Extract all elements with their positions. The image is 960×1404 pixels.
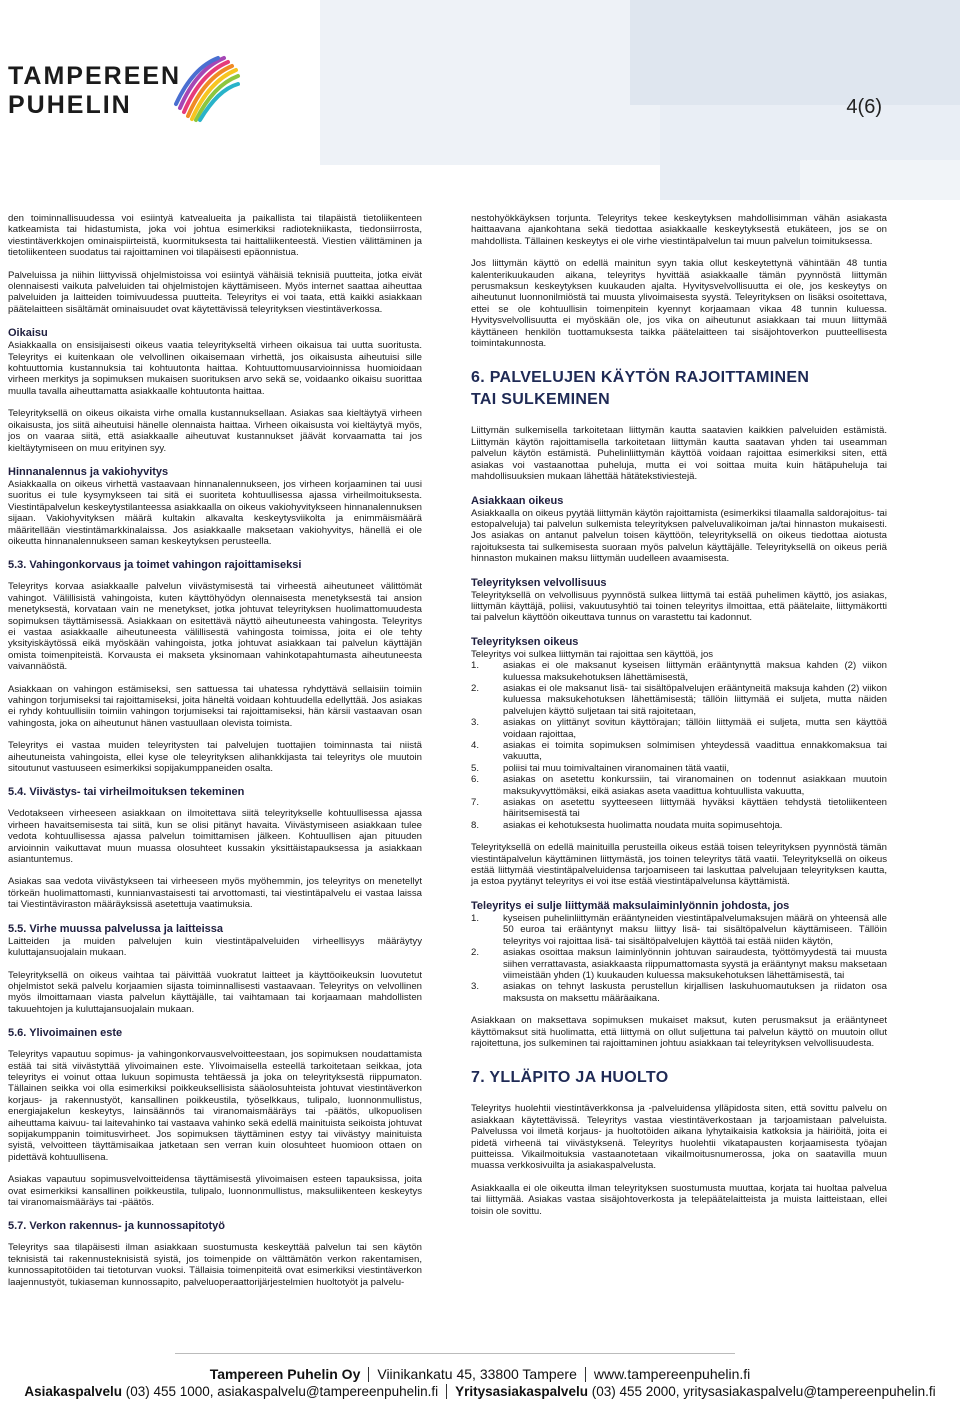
paragraph: Palveluissa ja niihin liittyvissä ohjelmistoissa voi esiintyä vähäisiä teknisiä puutteita, jotka eivät olennaisesti vaikuta palveluiden tai ohjelmistojen käyttämiseen. Myös internet saattaa aiheuttaa palveluiden ja laitteiden toimivuudessa puutteita. Teleyritys ei voi taata, että kaikki asiakkaan päätelaitteen sisältämät ominaisuudet ovat käytettävissä teleyrityksen viestintäverkossa.	[8, 269, 422, 315]
list-text: kyseisen puhelinliittymän erääntyneiden viestintäpalvelumaksujen määrä on yhteensä alle 50 euroa tai erääntynyt maksu liittyy lisä- tai sisältöpalvelun käyttämiseen. Tällöin teleyritys voi rajoittaa lisä- tai sisältöpalvelujen käyttöä tai estää niiden käytön,	[503, 912, 887, 947]
company-logo	[8, 62, 258, 122]
list-text: asiakas ei toimita sopimuksen solmimisen yhteydessä vaadittua ennakkomaksua tai vakuutta,	[503, 740, 887, 763]
chapter-heading	[471, 367, 887, 411]
list-text: asiakas ei kehotuksesta huolimatta noudata muita sopimusehtoja.	[503, 819, 783, 831]
paragraph: Laitteiden ja muiden palvelujen kuin viestintäpalveluiden virheellisyys määräytyy kuluttajansuojalain mukaan.	[8, 935, 422, 959]
paragraph: Teleyritys voi sulkea liittymän tai rajoittaa sen käyttöä, jos	[471, 648, 714, 660]
section-heading: 5.6. Ylivoimainen este	[8, 1027, 123, 1040]
page-number: 4(6)	[846, 96, 882, 118]
footer-cs-contact[interactable]: (03) 455 1000, asiakaspalvelu@tampereenpuhelin.fi	[121, 1384, 439, 1399]
footer-contact-line	[0, 1384, 960, 1399]
paragraph: Teleyritys vapautuu sopimus- ja vahingonkorvausvelvoitteestaan, jos sopimuksen noudattamista estää tai sitä viivästyttää ylivoimainen este. Ylivoimaisella esteellä tarkoitetaan seikkaa, jota teleyritys ei voinut ottaa lukuun sopimusta tehtäessä ja joka on teleyrityksestä riippumaton. Tällainen seikka voi olla esimerkiksi poikkeuksellisista sääolosuhteista johtuvat viestintäverkon korjaus- ja rakennustyöt, kansallinen poikkeustila, työselkkaus, tulipalo, luonnonmullistus, energiajakelun keskeytys, lainsäännös tai viranomaismääräys tai -päätös, ulkopuolisen aiheuttama kaivuu- tai laitevahinko tai vastaava vahinko sekä edellä mainituista seikoista johtuvat sopijakumppanin toimitusvirheet. Jos sopimuksen täyttäminen estyy tai viivästyy mainituista syistä, velvoitteen täyttämisaikaa jatketaan sen verran kuin olosuhteet huomioon ottaen on pidettävä kohtuullisena.	[8, 1049, 422, 1163]
list-number: 5.	[471, 762, 480, 774]
list-number: 4.	[471, 740, 480, 751]
list-text: asiakas on asetettu konkurssiin, tai viranomainen on todennut asiakkaan muutoin maksukyvyttömäksi, eikä asiakas aseta vaadittua kohtuullista vakuutta,	[503, 774, 887, 797]
footer-separator	[368, 1367, 369, 1382]
list-item	[471, 763, 887, 774]
section-heading: Teleyrityksen oikeus	[471, 635, 579, 648]
section-heading: 5.7. Verkon rakennus- ja kunnossapitotyö	[8, 1220, 226, 1233]
section-heading: 5.5. Virhe muussa palvelussa ja laitteissa	[8, 922, 224, 935]
paragraph: Jos liittymän käyttö on edellä mainitun syyn takia ollut keskeytettynä vähintään 48 tuntia kalenterikuukauden aikana, teleyritys hyvittää asiakkaalle tämän pyynnöstä liittymän perusmaksun keskeytyksen kuukauden ajalta. Hyvitysvelvollisuutta ei ole, jos keskeytys on aiheutunut luonnonilmiöstä tai muusta ylivoimaisesta syystä. Teleyrityksen on lisäksi osoitettava, ettei se ole kohtuullisin toimenpitein kyennyt korjaamaan vikaa 48 tunnin kuluessa. Hyvitysvelvollisuutta ei myöskään ole, jos vika on aiheutunut asiakkaan tai muun liittymää käyttäneen henkilön tuottamuksesta taikka päätelaitteen tai sisäjohtoverkon puutteellisesta toimintakunnosta.	[471, 258, 887, 350]
footer-biz-label: Yritysasiakaspalvelu	[455, 1384, 588, 1399]
chapter-heading: 7. YLLÄPITO JA HUOLTO	[471, 1069, 669, 1087]
footer-biz-contact[interactable]: (03) 455 2000, yritysasiakaspalvelu@tampereenpuhelin.fi	[587, 1384, 936, 1399]
paragraph: Asiakas vapautuu sopimusvelvoitteidensa täyttämisestä ylivoimaisen esteen tapauksissa, joita ovat esimerkiksi kansallinen poikkeustila, tulipalo, luonnonmullistus, maksuliikenteen keskeytys tai viranomaismääräys tai -päätös.	[8, 1174, 422, 1208]
section-heading: Teleyrityksen velvollisuus	[471, 576, 607, 589]
list-text: asiakas on ylittänyt sovitun käyttörajan; tällöin liittymää ei suljeta, mutta sen käyttöä voidaan rajoittaa,	[503, 717, 887, 740]
logo-mark-icon	[166, 54, 246, 124]
section-heading: Teleyritys ei sulje liittymää maksulaiminlyönnin johdosta, jos	[471, 899, 790, 912]
list-number: 3.	[471, 717, 480, 729]
paragraph: Teleyrityksellä on oikeus vaihtaa tai päivittää vuokratut laitteet ja käyttöoikeuksin luovutetut ohjelmistot sekä palvelu korjaamien sijasta toiminnallisesti vastaavaan. Teleyritys on velvollinen myös ilmoittamaan viasta palvelun käyttäjälle, tai vaihtamaan tai korjaamaan mahdollisten takuuehtojen ja kuluttajansuojalain mukaan.	[8, 969, 422, 1015]
paragraph: Teleyrityksellä on oikeus oikaista virhe omalla kustannuksellaan. Asiakas saa kieltäytyä virheen oikaisusta, jos siitä aiheutuisi hänelle olennaista haittaa. Virheen oikaisusta voi kieltäytyä myös, jos on vaaraa siitä, että asiakkaalle aiheutuvat kustannukset jäävät korvaamatta tai jos kieltäytymiseen on muu erityinen syy.	[8, 408, 422, 454]
header-background-shape	[630, 0, 960, 105]
paragraph: nestohyökkäyksen torjunta. Teleyritys tekee keskeytyksen mahdollisimman vähän asiakasta haittaavana ajankohtana sekä tiedottaa asiakkaalle keskeytyksestä etukäteen, jos se on mahdollista. Tällainen keskeytys ei ole virhe viestintäpalvelun tai muun palvelun toimituksessa.	[471, 213, 887, 247]
footer-address: Viinikankatu 45, 33800 Tampere	[377, 1366, 577, 1382]
list-number: 1.	[471, 660, 480, 672]
list-number: 2.	[471, 682, 480, 694]
list-text: asiakas on tehnyt laskusta perustellun kirjallisen laskuhuomautuksen ja riidaton osa maksusta on maksettu määräaikana.	[503, 981, 887, 1004]
numbered-list	[471, 913, 887, 1004]
section-heading: 5.3. Vahingonkorvaus ja toimet vahingon rajoittamiseksi	[8, 559, 302, 572]
paragraph: Vedotakseen virheeseen asiakkaan on ilmoitettava siitä teleyritykselle kohtuullisessa ajassa virheen havaitsemisesta tai siitä, kun se olisi pitänyt havaita. Viivästymiseen asiakkaan tulee vedota kohtuullisessa ajassa palvelun toimittamisen jälkeen. Kohtuullisen ajan pituuden arvioinnin vaikuttavat muun muassa olosuhteet kussakin yksittäistapauksessa ja asiakkaan asiantuntemus.	[8, 808, 422, 866]
right-column	[471, 213, 887, 1228]
paragraph: Teleyritys saa tilapäisesti ilman asiakkaan suostumusta keskeyttää palvelun tai sen käytön teknisistä tai rakennusteknisistä syistä, jos toimenpide on välttämätön verkon rakentamisen, kunnossapitotöiden tai tietoturvan vuoksi. Tällaisia toimenpiteitä ovat esimerkiksi viestintäverkon laajennustyöt, tukiaseman kunnossapito, palveluoperaattorijärjestelmien huoltotyöt ja palvelu-	[8, 1242, 422, 1288]
footer-cs-label: Asiakaspalvelu	[24, 1384, 122, 1399]
footer-separator	[446, 1384, 447, 1399]
paragraph: Asiakas saa vedota viivästykseen tai virheeseen myös myöhemmin, jos teleyritys on menetellyt törkeän huolimattomasti, kunnianvastaisesti tai arvottomasti, tai viestintäpalvelu ei vastaa laissa tai Viestintäviraston määräyksissä asetettuja vaatimuksia.	[8, 876, 422, 911]
header-background-shape	[320, 0, 660, 165]
paragraph: Teleyritys huolehtii viestintäverkkonsa ja -palveluidensa ylläpidosta siten, että sovittu palvelu on asiakkaan käytettävissä. Teleyritys vastaa viestintäverkostaan ja tarjoamistaan palveluista. Palvelussa voi ilmetä korjaus- ja huoltotöiden aikana lyhytaikaisia katkoksia ja häiriöitä, joita ei pidetä virheenä tai viivästyksenä. Teleyritys huolehtii vikatapausten korjaamisesta työajan puitteissa. Vikailmoituksia vastaanotetaan vikailmoitusnumerossa, joka on saatavilla muun muassa verkkosivuilta ja asiakaspalvelusta.	[471, 1103, 887, 1172]
list-text: asiakas on asetettu syytteeseen liittymää hyväksi käyttäen tehdystä tietoliikenteen häiritsemisestä tai	[503, 797, 887, 820]
list-number: 2.	[471, 947, 480, 959]
list-number: 1.	[471, 912, 480, 924]
list-text: poliisi tai muu toimivaltainen viranomainen tätä vaatii,	[503, 762, 730, 774]
footer-separator	[585, 1367, 586, 1382]
paragraph: Asiakkaalla on oikeus virhettä vastaavaan hinnanalennukseen, jos virheen korjaaminen tai uusi suoritus ei tule kysymykseen tai sitä ei suoriteta kohtuullisessa ajassa virheilmoituksesta. Viestintäpalvelun keskeytystilanteessa asiakkaalla on oikeus vakiohyvitykseen hinnanalennuksen sijaan. Vakiohyvityksen määrä kultakin alkavalta keskeytysviikolta ja enimmäismäärä määritellään viestintämarkkinalaissa. Jos asiakkaalle maksetaan vakiohyvitys, hänellä ei ole oikeutta hinnanalennukseen saman keskeytyksen perusteella.	[8, 478, 422, 547]
list-text: asiakas ei ole maksanut lisä- tai sisältöpalvelujen erääntyneitä maksuja kahden (2) viikon kuluessa maksukehotuksen lähettämisestä; tällöin liittymää ei suljeta, mutta näiden palvelujen käyttö suljetaan tai sitä rajoitetaan,	[503, 682, 887, 717]
paragraph: Liittymän sulkemisella tarkoitetaan liittymän kautta saatavien kaikkien palveluiden estämistä. Liittymän käytön rajoittamisella tarkoitetaan liittymän kautta saatavan yhden tai useamman palvelun käytön estämistä. Puhelinliittymän käyttöä voidaan rajoittaa esimerkiksi siten, että asiakas voi vastaanottaa puheluja, mutta ei voi soittaa muita kuin hätäpuheluja tai mahdollisuuksien mukaan lähettää hätätekstiviestejä.	[471, 425, 887, 483]
footer-website-link[interactable]: www.tampereenpuhelin.fi	[593, 1366, 751, 1382]
section-heading: 5.4. Viivästys- tai virheilmoituksen tekeminen	[8, 786, 245, 799]
paragraph: Asiakkaalla on oikeus pyytää liittymän käytön rajoittamista (esimerkiksi tilaamalla saldorajoitus- tai estopalveluja) tai palvelun sulkemista teleyrityksen palveluvalikoiman ja/tai hinnaston mukaisesti. Jos asiakas on antanut palvelun toisen käyttöön, teleyrityksellä on oikeus tiedottaa aiotusta rajoituksesta tai sulkemisesta suoraan myös palvelun käyttäjälle. Teleyrityksellä on oikeus periä hinnaston mukainen maksu liittymän uudelleen avaamisesta.	[471, 507, 887, 565]
list-item	[471, 774, 887, 797]
numbered-list	[471, 660, 887, 831]
list-item	[471, 947, 887, 981]
paragraph: Teleyritys ei vastaa muiden teleyritysten tai palvelujen tuottajien toiminnasta tai niistä aiheutuneista vahingoista, ellei kyse ole teleyrityksen alihankkijasta tai teleyritys ole muutoin sitoutunut vastuuseen esimerkiksi sopijakumppaneiden osalta.	[8, 740, 422, 775]
list-item	[471, 797, 887, 820]
list-text: asiakas ei ole maksanut kyseisen liittymän erääntynyttä maksua kahden (2) viikon kuluessa maksukehotuksen lähettämisestä,	[503, 660, 887, 683]
left-column	[8, 213, 422, 1299]
list-item	[471, 820, 887, 831]
section-heading: Asiakkaan oikeus	[471, 494, 564, 507]
paragraph: Asiakkaalla on ensisijaisesti oikeus vaatia teleyritykseltä virheen oikaisua tai uutta suoritusta. Teleyritys ei kuitenkaan ole velvollinen oikaisemaan virhettä, jos oikaisusta aiheutuisi sille kohtuuttomia kustannuksia tai kohtuutonta haittaa. Kohtuuttomuusarvioinnissa huomioidaan virheen merkitys ja sopimuksen mukaisen suorituksen arvo sekä se, voidaanko oikaisu suorittaa muulla tavalla aiheuttamatta asiakkaalle kohtuutonta haittaa.	[8, 340, 422, 397]
paragraph: Teleyritys korvaa asiakkaalle palvelun viivästymisestä tai virheestä aiheutuneet välittömät vahingot. Välillisistä vahingoista, kuten käyttöhyödyn olennaisesta menetyksestä tai ansion menetyksestä, korvataan vain ne menetykset, jotka johtuvat teleyrityksen huolimattomuudesta sopimuksen täyttämisessä. Asiakkaan on esitettävä näyttö aiheutuneesta vahingosta. Teleyritys ei vastaa asiakkaalle aiheutuneesta välillisestä vahingosta toimissa, joita ei ole tehty yksityiskäytössä eikä myöskään vahingoista, jotka johtuvat asiakkaan tai palvelun käyttäjän omista toimenpiteistä. Korvausta ei makseta yksinomaan vahinkotapahtumasta aiheutuneesta vaivannäöstä.	[8, 581, 422, 673]
section-heading: Oikaisu	[8, 327, 48, 340]
logo-text-line2: PUHELIN	[8, 91, 132, 119]
paragraph: Teleyrityksellä on velvollisuus pyynnöstä sulkea liittymä tai estää puhelimen käyttö, jos asiakas, liittymän käyttäjä, poliisi, vakuutusyhtiö tai toinen teleyritys ilmoittaa, että päätelaite, liittymäkortti tai palvelun käyttöön oikeuttava tunnus on varastettu tai kadonnut.	[471, 589, 887, 624]
paragraph: Asiakkaan on maksettava sopimuksen mukaiset maksut, kuten perusmaksut ja erääntyneet käyttömaksut sitä huolimatta, että liittymä on ollut suljettuna tai palvelun käyttö on muutoin ollut rajoitettuna, jos sulkeminen tai rajoittaminen johtuu asiakkaan tai teleyrityksen velvollisuudesta.	[471, 1015, 887, 1049]
list-number: 7.	[471, 797, 480, 809]
paragraph: den toiminnallisuudessa voi esiintyä katvealueita ja paikallista tai tilapäistä tietoliikenteen katkeamista tai hidastumista, joka voi johtua esimerkiksi radiotekniikasta, tiedonsiirrosta, viestintäverkkojen ominaispiirteistä, kuormituksesta tai haittaliikenteestä. Viestien välittäminen ja tietoliikenteen suodatus tai rajoittaminen voi tilapäisesti epäonnistua.	[8, 213, 422, 259]
paragraph: Teleyrityksellä on edellä mainituilla perusteilla oikeus estää toisen teleyrityksen pyynnöstä tämän viestintäpalvelun käyttäminen liittymästä, jos toinen teleyritys tätä vaatii. Teleyrityksellä on oikeus estää liittymää viestintäpalveluidensa tarjoamiseen tai laskuttaa palvelujaan teleyrityksen kautta, ja estoa pyytänyt teleyritys ei voi itse estää viestintäpalvelunsa käyttämistä.	[471, 842, 887, 888]
list-item	[471, 981, 887, 1004]
list-item	[471, 740, 887, 763]
footer-divider	[175, 1353, 735, 1354]
list-number: 6.	[471, 774, 480, 786]
list-text: asiakas osoittaa maksun laiminlyönnin johtuvan sairaudesta, työttömyydestä tai muusta siihen verrattavasta, asiakkaasta riippumattomasta syystä ja erääntynyt maksu maksetaan viimeistään yhden (1) kuukauden kuluessa maksukehotuksen lähettämisestä, tai	[503, 947, 887, 981]
logo-text-line1: TAMPEREEN	[8, 62, 182, 90]
paragraph: Asiakkaan on vahingon estämiseksi, sen sattuessa tai uhatessa ryhdyttävä sellaisiin toimiin vahingon torjumiseksi tai rajoittamiseksi, joita häneltä voidaan kohtuudella edellyttää. Jos asiakas ei ryhdy kohtuullisiin toimiin vahingon torjumiseksi tai rajoittamiseksi, hän kärsii vastaavan osan vahingosta, joka on aiheutunut hänen vastuullaan olevista toimista.	[8, 683, 422, 729]
list-item	[471, 717, 887, 740]
list-item	[471, 913, 887, 947]
list-item	[471, 660, 887, 683]
chapter-heading-line2: TAI SULKEMINEN	[471, 391, 611, 409]
section-heading: Hinnanalennus ja vakiohyvitys	[8, 465, 169, 478]
header-background-shape	[800, 160, 960, 200]
chapter-heading-line1: 6. PALVELUJEN KÄYTÖN RAJOITTAMINEN	[471, 369, 810, 387]
footer-company-line	[0, 1366, 960, 1382]
paragraph: Asiakkaalla ei ole oikeutta ilman teleyrityksen suostumusta muuttaa, korjata tai huoltaa palvelua tai liittymää. Asiakas vastaa sisäjohtoverkosta ja telepäätelaitteista ja muista laitteistaan, ellei toisin ole sovittu.	[471, 1182, 887, 1217]
list-number: 8.	[471, 819, 480, 831]
list-item	[471, 683, 887, 717]
footer-company: Tampereen Puhelin Oy	[209, 1366, 361, 1382]
list-number: 3.	[471, 981, 480, 993]
